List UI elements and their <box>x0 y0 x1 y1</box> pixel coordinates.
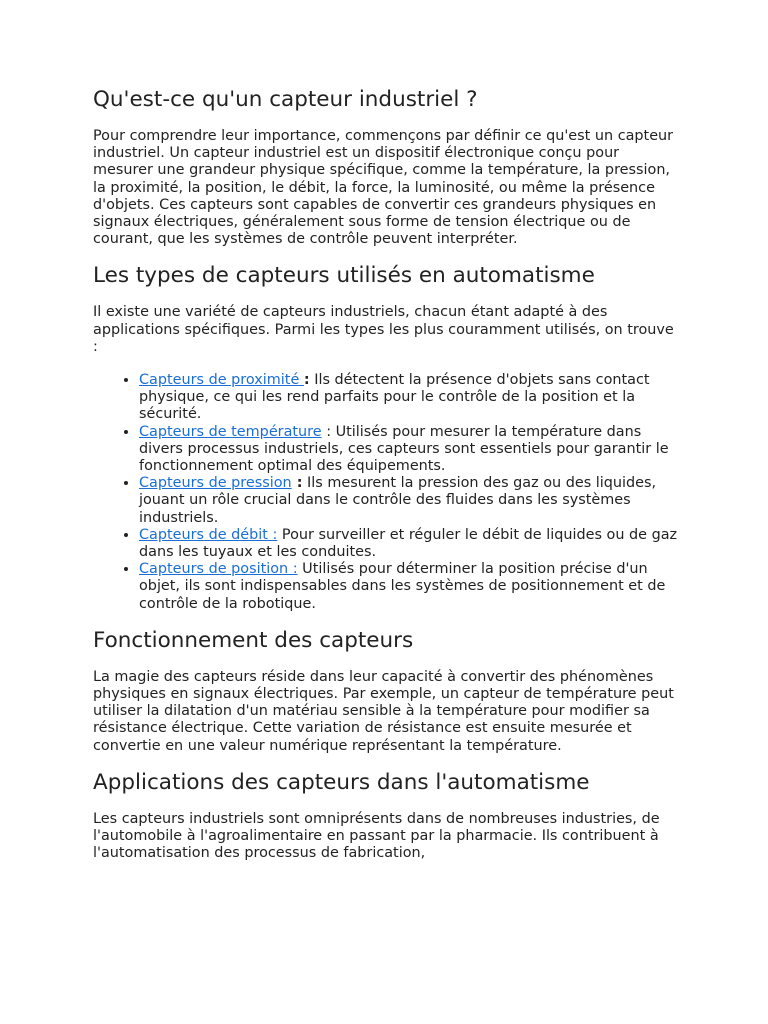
paragraph-types-intro: Il existe une variété de capteurs industriels, chacun étant adapté à des applications spécifiques. Parmi les types les plus couramment utilisés, on trouve : <box>93 304 674 355</box>
list-item-position <box>139 561 683 613</box>
heading-sensor-operation: Fonctionnement des capteurs <box>93 627 414 653</box>
item-separator: : <box>291 475 303 492</box>
list-item-text: Ils détectent la présence d'objets sans contact physique, ce qui les rend parfaits pour le contrôle de la position et la sécurité. <box>139 372 650 423</box>
list-item-proximity <box>139 372 683 424</box>
link-proximity-sensors[interactable]: Capteurs de proximité <box>139 372 304 389</box>
heading-what-is-sensor: Qu'est-ce qu'un capteur industriel ? <box>93 87 478 112</box>
heading-applications: Applications des capteurs dans l'automatisme <box>93 769 590 795</box>
paragraph-applications: Les capteurs industriels sont omniprésents dans de nombreuses industries, de l'automobile à l'agroalimentaire en passant par la pharmacie. Ils contribuent à l'automatisation des processus de fabrication, <box>93 810 660 862</box>
list-item-text: Ils mesurent la pression des gaz ou des liquides, jouant un rôle crucial dans le contrôle des fluides dans les systèmes industriels. <box>139 475 657 526</box>
paragraph-definition: Pour comprendre leur importance, commençons par définir ce qu'est un capteur industriel. Un capteur industriel est un dispositif électronique conçu pour mesurer une grandeur physique spécifique, comme la température, la pression, la proximité, la position, le débit, la force, la luminosité, ou même la présence d'objets. Ces capteurs sont capables de convertir ces grandeurs physiques en signaux électriques, généralement sous forme de tension électrique ou de courant, que les systèmes de contrôle peuvent interpréter. <box>93 128 674 248</box>
list-item-pressure <box>139 475 683 527</box>
list-item-flow <box>139 527 683 561</box>
list-item-temperature <box>139 424 683 476</box>
item-separator: : <box>303 372 310 389</box>
sensor-types-list <box>93 372 683 613</box>
link-pressure-sensors[interactable]: Capteurs de pression <box>139 475 292 492</box>
list-item-text: Pour surveiller et réguler le débit de liquides ou de gaz dans les tuyaux et les conduites. <box>139 526 678 561</box>
link-temperature-sensors[interactable]: Capteurs de température <box>139 423 322 440</box>
link-flow-sensors[interactable]: Capteurs de débit : <box>139 526 278 543</box>
list-item-text: : Utilisés pour mesurer la température dans divers processus industriels, ces capteurs sont essentiels pour garantir le fonctionnement optimal des équipements. <box>139 423 669 475</box>
list-item-text: Utilisés pour déterminer la position précise d'un objet, ils sont indispensables dans les systèmes de positionnement et de contrôle de la robotique. <box>139 561 666 612</box>
heading-sensor-types: Les types de capteurs utilisés en automatisme <box>93 263 595 289</box>
link-position-sensors[interactable]: Capteurs de position : <box>139 561 298 578</box>
paragraph-operation: La magie des capteurs réside dans leur capacité à convertir des phénomènes physiques en signaux électriques. Par exemple, un capteur de température peut utiliser la dilatation d'un matériau sensible à la température pour modifier sa résistance électrique. Cette variation de résistance est ensuite mesurée et convertie en une valeur numérique représentant la température. <box>93 668 674 754</box>
article-body <box>93 86 683 863</box>
